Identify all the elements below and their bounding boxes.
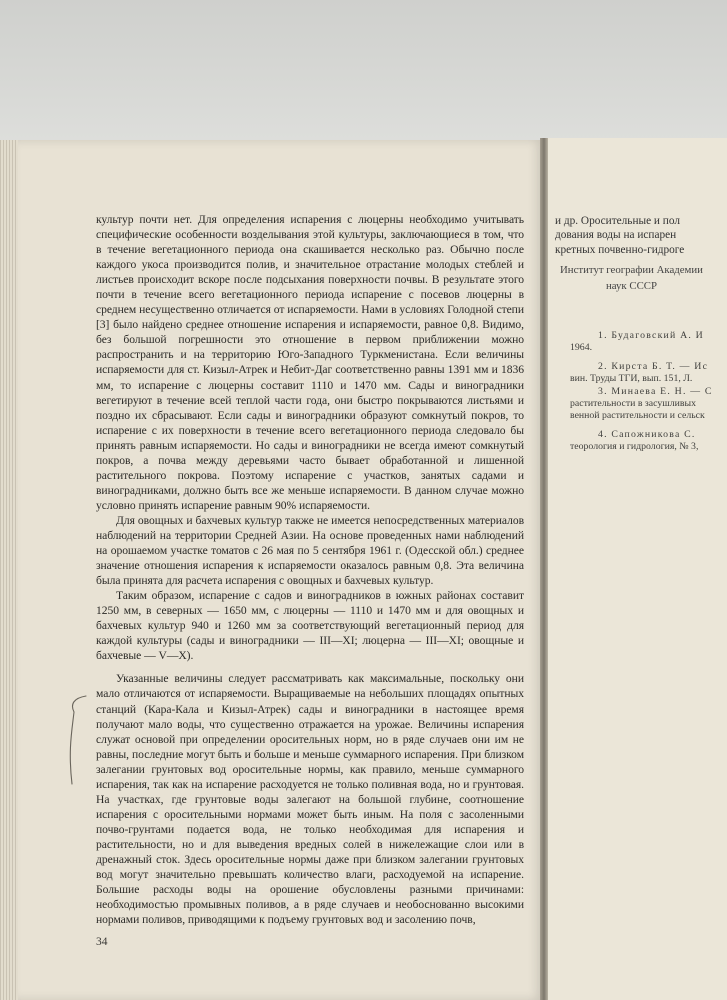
paragraph: культур почти нет. Для определения испарения с люцерны необходимо учитывать специфические особенности возделывания этой культуры, заключающиеся в том, что в течение вегетационного периода она скашивается несколько раз. Обычно после каждого укоса производится полив, и значительное отрастание молодых стеблей и листьев происходит вскоре после подсыхания поверхности почвы. В результате этого почти в течение всего вегетационного периода испарение с посевов люцерны в среднем несущественно отличается от испаряемости. Нами в условиях Голодной степи [3] было найдено среднее отношение испарения и испаряемости, равное 0,8. Видимо, без большой погрешности это отношение в первом приближении можно распространить и на территорию Юго-Западного Туркменистана. Если величины испаряемости для ст. Кизыл-Атрек и Небит-Даг соответственно равны 1391 мм и 1836 мм, то испарение с люцерны составит 1110 и 1470 мм. Сады и виноградники вегетируют в течение всей теплой части года, они быстро покрываются листьями и поздно их сбрасывают. Если сады и виноградники образуют сомкнутый покров, то испарение с их поверхности в течение всего вегетационного периода следовало бы принять равным испаряемости. Но сады и виноградники не всегда имеют сомкнутый покров, а почва между деревьями часто бывает обработанной и лишенной растительного покрова. Поэтому испарение с участков, занятых садами и виноградниками, должно быть все же меньше испаряемости. В данном случае можно условно принять испарение равным 90% испаряемости. xyxy=(96,213,524,512)
reference-line: 1. Будаговский А. И xyxy=(598,330,704,341)
reference-line: 3. Минаева Е. Н. — С xyxy=(598,385,713,397)
paragraph: Таким образом, испарение с садов и виноградников в южных районах составит 1250 мм, в северных — 1650 мм, с люцерны — 1110 и 1470 мм и для овощных и бахчевых культур 940 и 1260 мм за соответствующий вегетационный период для каждой культуры (сады и виноградники — III—XI; люцерна — III—XI; овощные и бахчевые — V—X). xyxy=(96,589,524,663)
text-line: кретных почвенно-гидроге xyxy=(555,243,685,256)
reference-line: венной растительности и сельск xyxy=(570,410,705,422)
paragraph: Для овощных и бахчевых культур также не имеется непосредственных материалов наблюдений на территории Средней Азии. На основе проведенных нами наблюдений на орошаемом участке томатов с 26 мая по 5 сентября 1961 г. (Одесской обл.) среднее значение отношения испарения к испаряемости оказалось равным 0,8. Эта величина была принята для расчета испарения с овощных и бахчевых культур. xyxy=(96,513,524,588)
book-page-edges xyxy=(0,140,18,1000)
right-page-text xyxy=(555,214,727,257)
scanner-background xyxy=(0,0,727,140)
reference-line: 4. Сапожникова С. xyxy=(598,428,696,440)
text-line: и др. Оросительные и пол xyxy=(555,215,680,227)
book-gutter xyxy=(540,138,548,1000)
handwritten-margin-mark xyxy=(60,690,90,790)
paragraph: Указанные величины следует рассматривать как максимальные, поскольку они мало отличаются от испаряемости. Выращиваемые на небольших площадях опытных станций (Кара-Кала и Кизыл-Атрек) сады и виноградники в настоящее время получают мало воды, что существенно отражается на урожае. Величины испарения служат основой при определении оросительных норм, но в ряде случаев они им не равны, последние могут быть и больше и меньше суммарного испарения. При близком залегании грунтовых вод оросительные нормы, как правило, меньше суммарного испарения, так как на испарение расходуется не только поливная вода, но и грунтовая. На участках, где грунтовые воды залегают на большой глубине, соотношение испарения с оросительными нормами может быть иным. На поля с засоленными почво-грунтами подается вода, не только необходимая для испарения и растительности, но и для выведения вредных солей в нижележащие слои или в дренажный сток. Здесь оросительные нормы даже при близком залегании грунтовых вод могут значительно превышать количество влаги, расходуемой на испарение. Большие расходы воды на орошение обусловлены разными причинами: необходимостью промывных поливов, а в ряде случаев и необоснованно высокими нормами поливов, приводящими к подъему грунтовых вод и засолению почв, xyxy=(96,672,524,927)
institute-line: Институт географии Академии xyxy=(560,264,703,276)
reference-line: 1964. xyxy=(570,342,593,354)
main-text-column xyxy=(96,212,524,927)
reference-list xyxy=(570,330,727,454)
text-line: дования воды на испарен xyxy=(555,229,677,242)
institute-affiliation xyxy=(560,262,727,294)
reference-line: растительности в засушливых xyxy=(570,398,697,410)
reference-line: теорология и гидрология, № 3, xyxy=(570,441,699,453)
reference-line: вин. Труды ТГИ, вып. 151, Л. xyxy=(570,373,693,385)
page-number: 34 xyxy=(96,936,108,948)
institute-line: наук СССР xyxy=(606,280,657,292)
reference-line: 2. Кирста Б. Т. — Ис xyxy=(598,360,709,372)
